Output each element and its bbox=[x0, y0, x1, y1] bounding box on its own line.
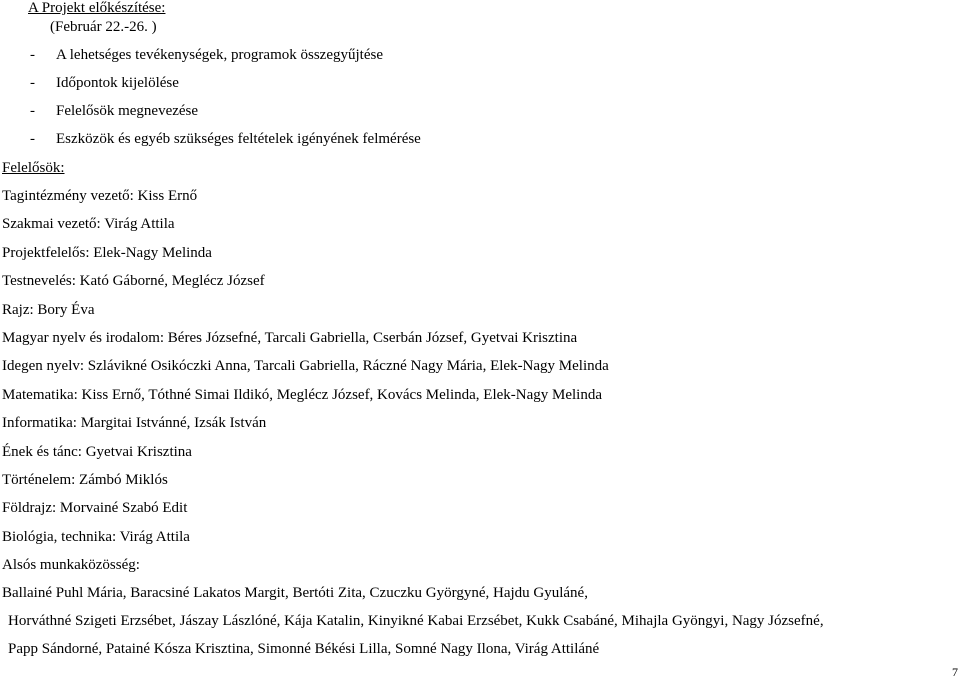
date-range: (Február 22.-26. ) bbox=[50, 19, 157, 35]
responsible-line: Idegen nyelv: Szlávikné Osikóczki Anna, Tarcali Gabriella, Ráczné Nagy Mária, Elek-Nagy Melinda bbox=[2, 358, 609, 374]
list-dash: - bbox=[30, 131, 35, 147]
task-item bbox=[30, 131, 421, 148]
responsible-line: Szakmai vezető: Virág Attila bbox=[2, 216, 175, 232]
responsible-line: Magyar nyelv és irodalom: Béres Józsefné, Tarcali Gabriella, Cserbán József, Gyetvai Krisztina bbox=[2, 330, 578, 346]
list-dash: - bbox=[30, 103, 35, 119]
responsible-line: Rajz: Bory Éva bbox=[2, 302, 95, 318]
task-text: A lehetséges tevékenységek, programok összegyűjtése bbox=[56, 47, 383, 63]
responsible-line: Történelem: Zámbó Miklós bbox=[2, 472, 168, 488]
responsibles-label: Felelősök: bbox=[2, 160, 65, 176]
list-dash: - bbox=[30, 47, 35, 63]
section-heading: A Projekt előkészítése: bbox=[28, 0, 166, 16]
list-dash: - bbox=[30, 75, 35, 91]
task-item bbox=[30, 103, 198, 120]
responsible-line: Biológia, technika: Virág Attila bbox=[2, 529, 190, 545]
task-text: Eszközök és egyéb szükséges feltételek igényének felmérése bbox=[56, 131, 421, 147]
task-text: Időpontok kijelölése bbox=[56, 75, 179, 91]
lower-grade-line: Horváthné Szigeti Erzsébet, Jászay Lászlóné, Kája Katalin, Kinyikné Kabai Erzsébet, Kukk Csabáné, Mihajla Gyöngyi, Nagy Józsefné, bbox=[8, 613, 824, 629]
responsible-line: Testnevelés: Kató Gáborné, Meglécz József bbox=[2, 273, 265, 289]
lower-grade-label: Alsós munkaközösség: bbox=[2, 557, 140, 573]
page-number: 7 bbox=[952, 665, 958, 679]
lower-grade-line: Ballainé Puhl Mária, Baracsiné Lakatos Margit, Bertóti Zita, Czuczku Györgyné, Hajdu Gyuláné, bbox=[2, 585, 588, 601]
responsible-line: Földrajz: Morvainé Szabó Edit bbox=[2, 500, 188, 516]
responsible-line: Tagintézmény vezető: Kiss Ernő bbox=[2, 188, 198, 204]
responsible-line: Informatika: Margitai Istvánné, Izsák István bbox=[2, 415, 267, 431]
task-item bbox=[30, 47, 383, 64]
responsible-line: Projektfelelős: Elek-Nagy Melinda bbox=[2, 245, 212, 261]
task-item bbox=[30, 75, 179, 92]
responsible-line: Ének és tánc: Gyetvai Krisztina bbox=[2, 444, 192, 460]
responsible-line: Matematika: Kiss Ernő, Tóthné Simai Ildikó, Meglécz József, Kovács Melinda, Elek-Nagy Melinda bbox=[2, 387, 602, 403]
task-text: Felelősök megnevezése bbox=[56, 103, 199, 119]
lower-grade-line: Papp Sándorné, Patainé Kósza Krisztina, Simonné Békési Lilla, Somné Nagy Ilona, Virág Attiláné bbox=[8, 641, 600, 657]
